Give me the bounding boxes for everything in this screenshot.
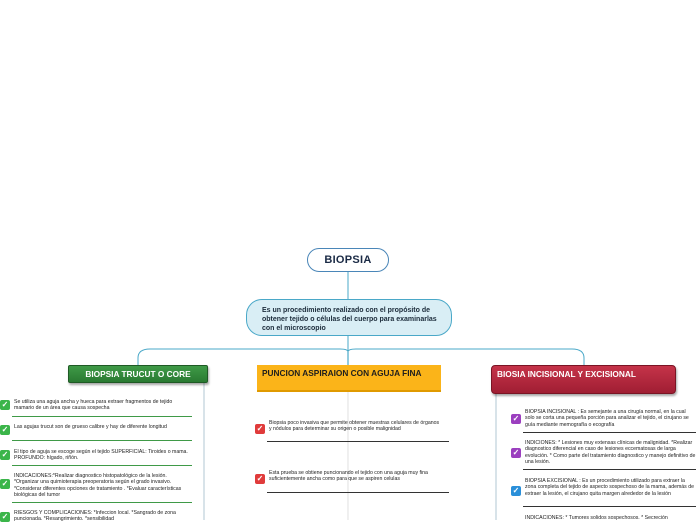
item-underline	[523, 432, 696, 433]
topic-trucut[interactable]	[68, 365, 208, 383]
item-underline	[267, 441, 449, 442]
item-underline	[523, 506, 696, 507]
list-item: INDICACIONES:*Realizar diagnostico histopatológico de la lesión. *Organizar una quimioterapia preoperatoria según el grado invasivo. *Considerar diferentes opciones de tratamiento . *Evaluar características biológicas del tumor	[14, 473, 182, 498]
list-item: Las agujas trucut son de grueso calibre y hay de diferente longitud	[14, 424, 167, 430]
check-icon[interactable]: ✓	[1, 400, 9, 409]
list-item: BIOPSIA EXCISIONAL : Es un procedimiento utilizado para extraer la zona completa del tejido de aspecto sospechoso de la mama, además de extraer la lesión, el cirujano quita margen alrededor de la lesión	[525, 478, 694, 497]
item-underline	[12, 465, 192, 466]
check-icon[interactable]: ✓	[1, 479, 9, 488]
branch-line-right	[348, 349, 584, 365]
definition-node[interactable]	[246, 299, 452, 336]
check-icon[interactable]: ✓	[1, 512, 9, 521]
list-item: INDICIONES: * Lesiones muy extensas clínicas de malignidad. *Realizar diagnostico diferencial en caso de lesiones eccematosas de larga evolución. * Como parte del tratamiento diagnostico y manejo definitivo de una lesión.	[525, 440, 696, 465]
list-item: Biopsia poco invasiva que permite obtener muestras celulares de órganos y nódulos para determinar su origen o posible malignidad	[269, 420, 440, 433]
check-icon[interactable]: ✓	[512, 486, 520, 495]
list-item: Se utiliza una aguja ancha y hueca para extraer fragmentos de tejido mamario de un área que causa sospecha	[14, 399, 173, 412]
check-icon[interactable]: ✓	[512, 448, 520, 457]
root-title: BIOPSIA	[324, 254, 372, 266]
check-icon[interactable]: ✓	[512, 414, 520, 423]
branch-line-left	[138, 349, 348, 365]
list-item: BIOPSIA INCISIONAL : Es semejante a una cirugía normal, en la cual solo se corta una pequeña porción para analizar el tejido, el cirujano se guía mediante memografía o ecografía	[525, 409, 689, 428]
topic-incisional-excisional[interactable]	[491, 365, 676, 394]
list-item: INDICACIONES: * Tumores solidos sospechosos. * Secreción	[525, 515, 668, 521]
topic-incisional-title: BIOSIA INCISIONAL Y EXCISIONAL	[497, 369, 636, 379]
root-node[interactable]	[307, 248, 389, 272]
topic-paaf[interactable]	[257, 365, 441, 392]
list-item: Esta prueba se obtiene puncionando el tejido con una aguja muy fina suficientemente ancha como para que se aspiren celulas	[269, 470, 428, 483]
item-underline	[12, 502, 192, 503]
topic-trucut-title: BIOPSIA TRUCUT O CORE	[85, 369, 191, 379]
item-underline	[267, 492, 449, 493]
list-item: RIESGOS Y COMPLICACIONES: *Infeccion local. *Sangrado de zona puncionada. *Resangrimiento. *sensibilidad	[14, 510, 176, 523]
check-icon[interactable]: ✓	[256, 474, 264, 483]
item-underline	[12, 440, 192, 441]
check-icon[interactable]: ✓	[256, 424, 264, 433]
item-underline	[523, 469, 696, 470]
item-underline	[12, 416, 192, 417]
list-item: El tipo de aguja se escoge según el tejido SUPERFICIAL: Tiroides o mama. PROFUNDO: hígado, riñón.	[14, 449, 188, 462]
check-icon[interactable]: ✓	[1, 425, 9, 434]
topic-paaf-title: PUNCION ASPIRAION CON AGUJA FINA	[262, 368, 422, 378]
check-icon[interactable]: ✓	[1, 450, 9, 459]
definition-text: Es un procedimiento realizado con el propósito de obtener tejido o células del cuerpo para examinarlas con el microscopio	[262, 307, 437, 332]
